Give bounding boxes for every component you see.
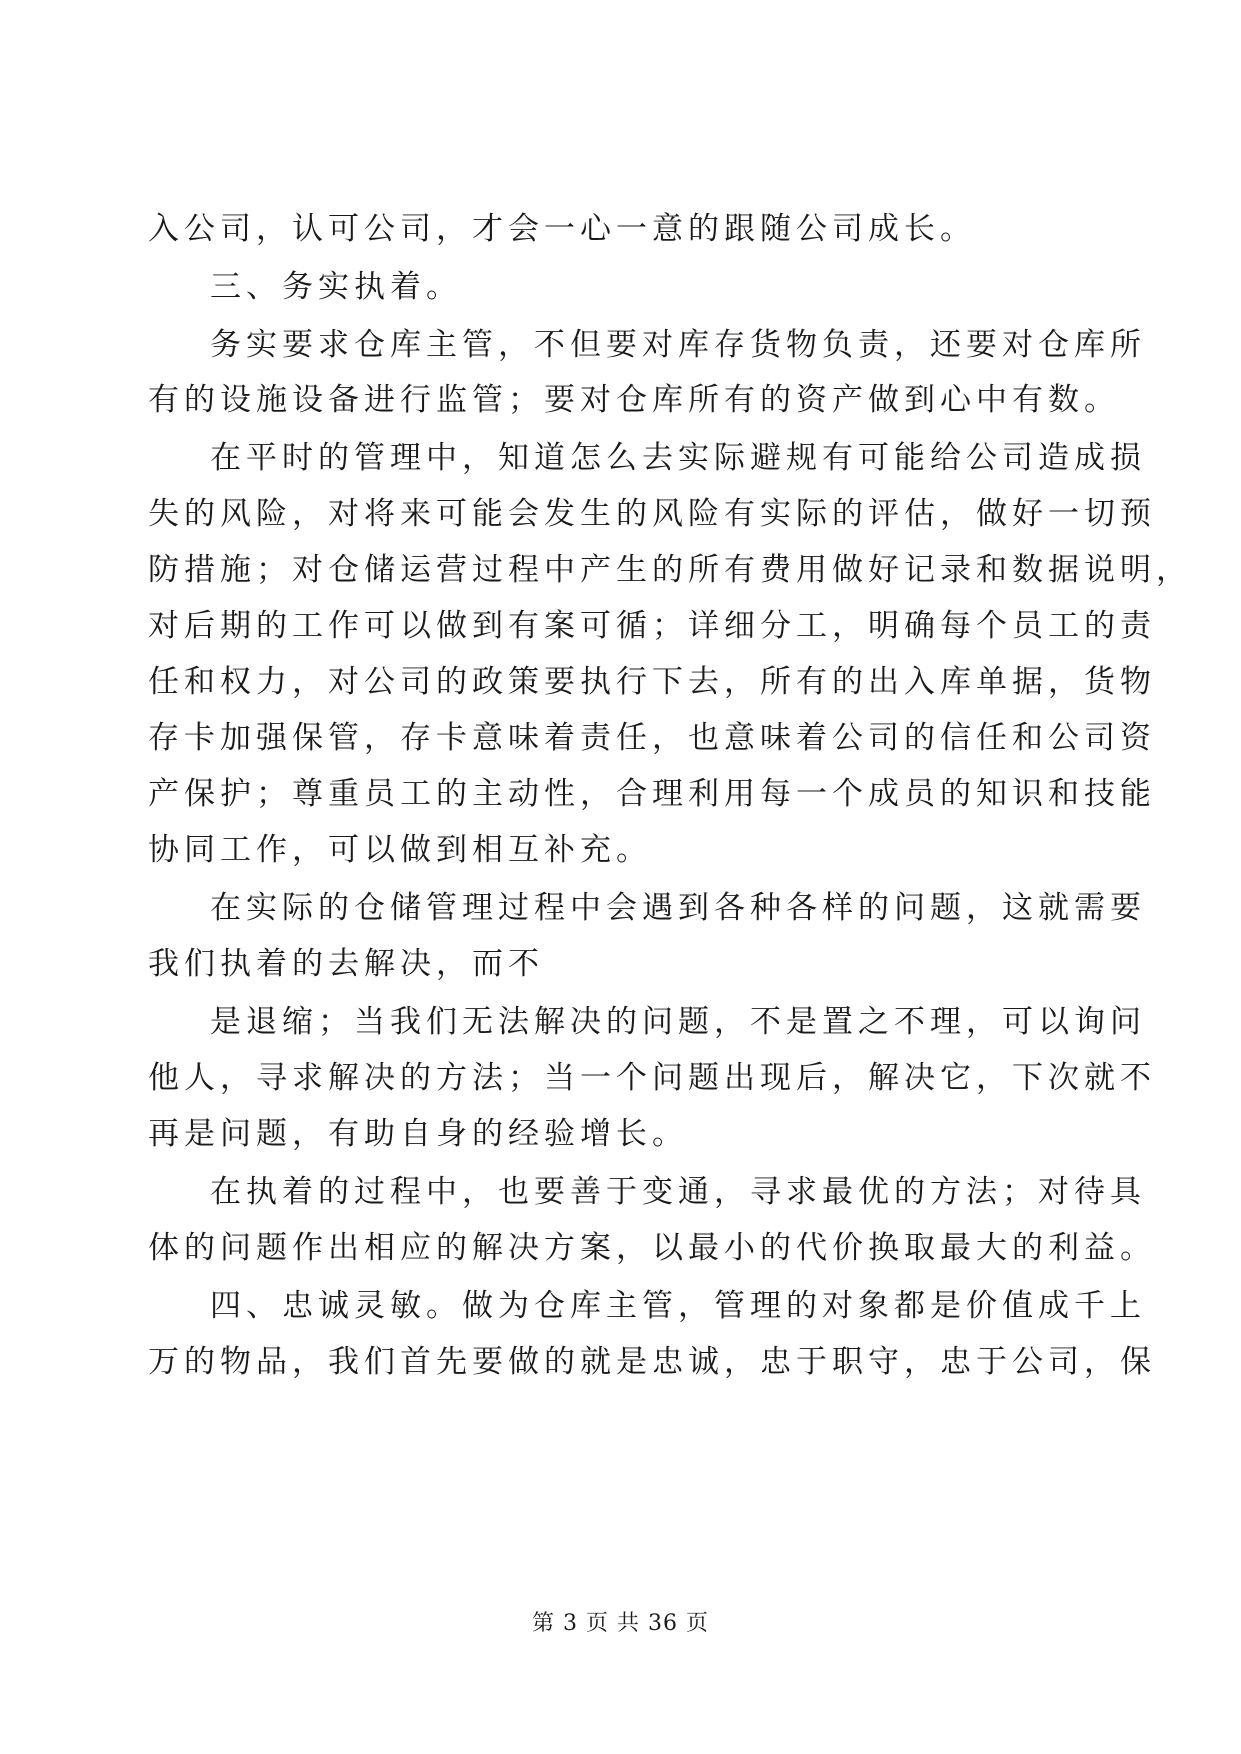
- text-line: 有的设施设备进行监管；要对仓库所有的资产做到心中有数。: [148, 382, 1120, 418]
- text-line: 在平时的管理中，知道怎么去实际避规有可能给公司造成损: [210, 440, 1146, 476]
- text-line: 协同工作，可以做到相互补充。: [148, 832, 652, 868]
- text-line: 在实际的仓储管理过程中会遇到各种各样的问题，这就需要: [210, 890, 1146, 926]
- page-number-footer: 第 3 页 共 36 页: [532, 1611, 709, 1636]
- text-line: 存卡加强保管，存卡意味着责任，也意味着公司的信任和公司资: [148, 720, 1156, 756]
- text-line: 入公司，认可公司，才会一心一意的跟随公司成长。: [148, 211, 976, 247]
- text-line: 再是问题，有助自身的经验增长。: [148, 1116, 688, 1152]
- text-line: 万的物品，我们首先要做的就是忠诚，忠于职守，忠于公司，保: [148, 1344, 1156, 1380]
- text-line: 任和权力，对公司的政策要执行下去，所有的出入库单据，货物: [148, 664, 1156, 700]
- section-heading: 四、忠诚灵敏。做为仓库主管，管理的对象都是价值成千上: [210, 1288, 1146, 1324]
- text-line: 他人，寻求解决的方法；当一个问题出现后，解决它，下次就不: [148, 1060, 1156, 1096]
- text-line: 产保护；尊重员工的主动性，合理利用每一个成员的知识和技能: [148, 776, 1156, 812]
- text-line: 失的风险，对将来可能会发生的风险有实际的评估，做好一切预: [148, 496, 1156, 532]
- text-line: 对后期的工作可以做到有案可循；详细分工，明确每个员工的责: [148, 608, 1156, 644]
- text-line: 防措施；对仓储运营过程中产生的所有费用做好记录和数据说明，: [148, 552, 1192, 588]
- text-line: 我们执着的去解决，而不: [148, 946, 544, 982]
- text-line: 在执着的过程中，也要善于变通，寻求最优的方法；对待具: [210, 1174, 1146, 1210]
- text-line: 是退缩；当我们无法解决的问题，不是置之不理，可以询问: [210, 1004, 1146, 1040]
- text-line: 体的问题作出相应的解决方案，以最小的代价换取最大的利益。: [148, 1230, 1156, 1266]
- text-line: 务实要求仓库主管，不但要对库存货物负责，还要对仓库所: [210, 327, 1146, 363]
- section-heading: 三、务实执着。: [210, 269, 462, 305]
